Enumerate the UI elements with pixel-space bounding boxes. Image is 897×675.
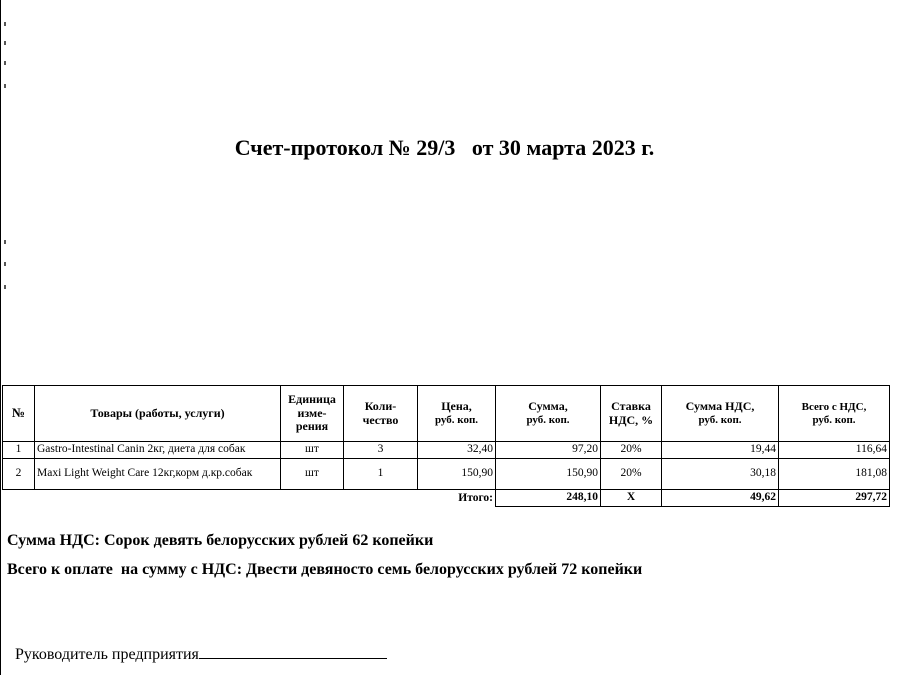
col-header-qty-line2: чество [362, 412, 399, 427]
col-header-total-line2: руб. коп. [812, 413, 856, 426]
row-goods-name: Gastro-Intestinal Canin 2кг, диета для собак [35, 442, 281, 459]
table-row [3, 442, 890, 459]
signature-line [199, 644, 387, 659]
row-vat-sum: 30,18 [662, 459, 779, 490]
row-qty: 3 [344, 442, 418, 459]
document-title: Счет-протокол № 29/3 от 30 марта 2023 г. [234, 135, 655, 160]
totals-vat-sum: 49,62 [662, 490, 779, 507]
col-header-sum-line1: Сумма, [528, 399, 568, 414]
margin-mark [4, 41, 6, 45]
row-price: 32,40 [418, 442, 496, 459]
signature-label: Руководитель предприятия [15, 646, 199, 663]
totals-label: Итого: [458, 491, 493, 504]
col-header-rate-line1: Ставка [611, 398, 651, 413]
col-header-unit [281, 386, 344, 442]
col-header-goods: Товары (работы, услуги) [35, 386, 281, 442]
margin-mark [4, 61, 6, 65]
col-header-unit-line3: рения [295, 419, 329, 434]
table-header-row [3, 386, 890, 442]
table-row [3, 459, 890, 490]
row-number: 1 [3, 442, 35, 459]
col-header-total [779, 386, 890, 442]
vat-amount-text: Сумма НДС: Сорок девять белорусских рублей 62 копейки [7, 532, 434, 549]
col-header-vat-line2: руб. коп. [698, 414, 742, 427]
margin-mark [4, 285, 6, 289]
total-amount-text: Всего к оплате на сумму с НДС: Двести девяносто семь белорусских рублей 72 копейки [7, 561, 643, 578]
totals-spacer [344, 490, 418, 507]
totals-total: 297,72 [779, 490, 890, 507]
margin-mark [4, 84, 6, 88]
totals-vat-rate: Х [601, 490, 662, 507]
col-header-price-line1: Цена, [441, 399, 472, 414]
row-unit: шт [281, 459, 344, 490]
row-vat-sum: 19,44 [662, 442, 779, 459]
row-total: 116,64 [779, 442, 890, 459]
col-header-number: № [3, 386, 35, 442]
totals-spacer [3, 490, 35, 507]
totals-spacer [281, 490, 344, 507]
col-header-price-line2: руб. коп. [434, 414, 479, 427]
totals-spacer [35, 490, 281, 507]
col-header-qty-line1: Коли- [364, 398, 397, 413]
row-sum: 150,90 [496, 459, 601, 490]
signature-block [7, 626, 387, 664]
row-price: 150,90 [418, 459, 496, 490]
col-header-total-line1: Всего с НДС, [801, 400, 867, 413]
col-header-vat [662, 386, 779, 442]
row-unit: шт [281, 442, 344, 459]
col-header-unit-line1: Единица [288, 391, 336, 406]
invoice-table [2, 385, 890, 507]
col-header-rate-line2: НДС, % [608, 412, 654, 427]
row-vat-rate: 20% [601, 442, 662, 459]
row-total: 181,08 [779, 459, 890, 490]
col-header-rate [601, 386, 662, 442]
col-header-price [418, 386, 496, 442]
totals-row [3, 490, 890, 507]
row-goods-name: Maxi Light Weight Care 12кг,корм д.кр.собак [35, 459, 281, 490]
row-qty: 1 [344, 459, 418, 490]
margin-mark [4, 22, 6, 26]
row-number: 2 [3, 459, 35, 490]
row-vat-rate: 20% [601, 459, 662, 490]
margin-mark [4, 240, 6, 244]
col-header-sum-line2: руб. коп. [526, 414, 570, 427]
row-sum: 97,20 [496, 442, 601, 459]
col-header-unit-line2: изме- [297, 405, 327, 420]
col-header-vat-line1: Сумма НДС, [685, 399, 755, 414]
col-header-qty [344, 386, 418, 442]
margin-mark [4, 262, 6, 266]
col-header-sum [496, 386, 601, 442]
totals-sum: 248,10 [496, 490, 601, 507]
